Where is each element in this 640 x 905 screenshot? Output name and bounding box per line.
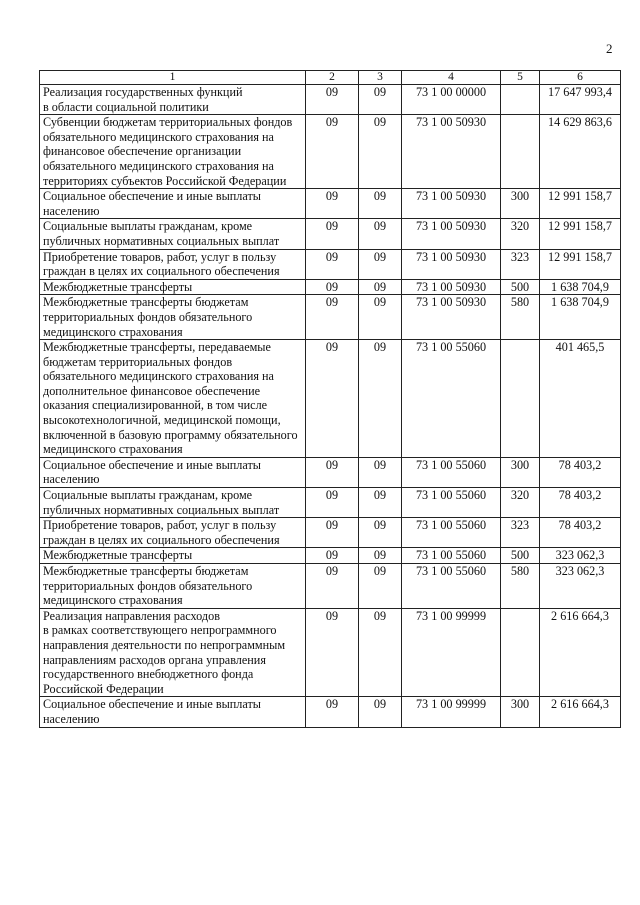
table-row (40, 548, 621, 564)
expense-type-cell: 323 (501, 249, 540, 279)
column-header-5: 5 (501, 71, 540, 85)
column-header-1: 1 (40, 71, 306, 85)
expense-type-cell (501, 85, 540, 115)
budget-table (39, 70, 621, 728)
amount-cell: 1 638 704,9 (540, 279, 621, 295)
row-name-cell: Социальные выплаты гражданам, кроме публичных нормативных социальных выплат (40, 219, 306, 249)
section-code-cell: 09 (306, 189, 359, 219)
page-number: 2 (606, 41, 613, 56)
table-row (40, 608, 621, 697)
amount-cell: 2 616 664,3 (540, 697, 621, 727)
row-name-cell: Межбюджетные трансферты (40, 548, 306, 564)
expense-type-cell: 500 (501, 548, 540, 564)
amount-cell: 2 616 664,3 (540, 608, 621, 697)
row-name-cell: Межбюджетные трансферты бюджетам территориальных фондов обязательного медицинского страхования (40, 295, 306, 340)
table-row (40, 295, 621, 340)
amount-cell: 323 062,3 (540, 564, 621, 609)
target-item-cell: 73 1 00 55060 (402, 518, 501, 548)
row-name-cell: Реализация государственных функций в области социальной политики (40, 85, 306, 115)
section-code-cell: 09 (306, 608, 359, 697)
amount-cell: 78 403,2 (540, 457, 621, 487)
expense-type-cell: 580 (501, 295, 540, 340)
table-row (40, 457, 621, 487)
subsection-code-cell: 09 (359, 85, 402, 115)
expense-type-cell (501, 115, 540, 189)
subsection-code-cell: 09 (359, 488, 402, 518)
target-item-cell: 73 1 00 50930 (402, 295, 501, 340)
table-row (40, 697, 621, 727)
table-row (40, 189, 621, 219)
subsection-code-cell: 09 (359, 518, 402, 548)
row-name-cell: Субвенции бюджетам территориальных фондов обязательного медицинского страхования на финансовое обеспечение организации обязательного медицинского страхования на территориях субъектов Российской Федерации (40, 115, 306, 189)
section-code-cell: 09 (306, 457, 359, 487)
target-item-cell: 73 1 00 99999 (402, 697, 501, 727)
section-code-cell: 09 (306, 279, 359, 295)
row-name-cell: Межбюджетные трансферты (40, 279, 306, 295)
row-name-cell: Межбюджетные трансферты бюджетам территориальных фондов обязательного медицинского страхования (40, 564, 306, 609)
subsection-code-cell: 09 (359, 548, 402, 564)
header-row (40, 71, 621, 85)
subsection-code-cell: 09 (359, 189, 402, 219)
row-name-cell: Межбюджетные трансферты, передаваемые бюджетам территориальных фондов обязательного медицинского страхования на дополнительное финансовое обеспечение оказания специализированной, в том числе высокотехнологичной, медицинской помощи, включенной в базовую программу обязательного медицинского страхования (40, 340, 306, 458)
subsection-code-cell: 09 (359, 219, 402, 249)
row-name-cell: Реализация направления расходов в рамках соответствующего непрограммного направления деятельности по непрограммным направлениям расходов органа управления государственного внебюджетного фонда Российской Федерации (40, 608, 306, 697)
table-body (40, 85, 621, 728)
row-name-cell: Приобретение товаров, работ, услуг в пользу граждан в целях их социального обеспечения (40, 518, 306, 548)
amount-cell: 323 062,3 (540, 548, 621, 564)
amount-cell: 12 991 158,7 (540, 219, 621, 249)
target-item-cell: 73 1 00 55060 (402, 457, 501, 487)
subsection-code-cell: 09 (359, 564, 402, 609)
target-item-cell: 73 1 00 55060 (402, 548, 501, 564)
table-row (40, 279, 621, 295)
subsection-code-cell: 09 (359, 249, 402, 279)
table-row (40, 340, 621, 458)
column-header-3: 3 (359, 71, 402, 85)
expense-type-cell: 500 (501, 279, 540, 295)
row-name-cell: Приобретение товаров, работ, услуг в пользу граждан в целях их социального обеспечения (40, 249, 306, 279)
expense-type-cell (501, 608, 540, 697)
section-code-cell: 09 (306, 115, 359, 189)
amount-cell: 12 991 158,7 (540, 189, 621, 219)
expense-type-cell (501, 340, 540, 458)
table-row (40, 219, 621, 249)
target-item-cell: 73 1 00 55060 (402, 564, 501, 609)
target-item-cell: 73 1 00 50930 (402, 115, 501, 189)
section-code-cell: 09 (306, 219, 359, 249)
subsection-code-cell: 09 (359, 115, 402, 189)
target-item-cell: 73 1 00 00000 (402, 85, 501, 115)
expense-type-cell: 323 (501, 518, 540, 548)
amount-cell: 12 991 158,7 (540, 249, 621, 279)
table-row (40, 249, 621, 279)
amount-cell: 1 638 704,9 (540, 295, 621, 340)
amount-cell: 78 403,2 (540, 518, 621, 548)
expense-type-cell: 300 (501, 697, 540, 727)
row-name-cell: Социальное обеспечение и иные выплаты населению (40, 697, 306, 727)
row-name-cell: Социальное обеспечение и иные выплаты населению (40, 189, 306, 219)
expense-type-cell: 580 (501, 564, 540, 609)
section-code-cell: 09 (306, 564, 359, 609)
section-code-cell: 09 (306, 340, 359, 458)
row-name-cell: Социальные выплаты гражданам, кроме публичных нормативных социальных выплат (40, 488, 306, 518)
target-item-cell: 73 1 00 99999 (402, 608, 501, 697)
subsection-code-cell: 09 (359, 608, 402, 697)
table-row (40, 518, 621, 548)
table-row (40, 488, 621, 518)
amount-cell: 401 465,5 (540, 340, 621, 458)
amount-cell: 14 629 863,6 (540, 115, 621, 189)
section-code-cell: 09 (306, 548, 359, 564)
target-item-cell: 73 1 00 50930 (402, 279, 501, 295)
subsection-code-cell: 09 (359, 697, 402, 727)
expense-type-cell: 300 (501, 189, 540, 219)
section-code-cell: 09 (306, 697, 359, 727)
subsection-code-cell: 09 (359, 279, 402, 295)
target-item-cell: 73 1 00 50930 (402, 219, 501, 249)
section-code-cell: 09 (306, 518, 359, 548)
amount-cell: 78 403,2 (540, 488, 621, 518)
target-item-cell: 73 1 00 50930 (402, 249, 501, 279)
table-row (40, 85, 621, 115)
section-code-cell: 09 (306, 295, 359, 340)
table-header (40, 71, 621, 85)
section-code-cell: 09 (306, 488, 359, 518)
amount-cell: 17 647 993,4 (540, 85, 621, 115)
section-code-cell: 09 (306, 85, 359, 115)
expense-type-cell: 320 (501, 488, 540, 518)
table-row (40, 564, 621, 609)
expense-type-cell: 320 (501, 219, 540, 249)
section-code-cell: 09 (306, 249, 359, 279)
column-header-6: 6 (540, 71, 621, 85)
target-item-cell: 73 1 00 50930 (402, 189, 501, 219)
target-item-cell: 73 1 00 55060 (402, 488, 501, 518)
column-header-4: 4 (402, 71, 501, 85)
expense-type-cell: 300 (501, 457, 540, 487)
target-item-cell: 73 1 00 55060 (402, 340, 501, 458)
subsection-code-cell: 09 (359, 340, 402, 458)
table-row (40, 115, 621, 189)
row-name-cell: Социальное обеспечение и иные выплаты населению (40, 457, 306, 487)
column-header-2: 2 (306, 71, 359, 85)
subsection-code-cell: 09 (359, 295, 402, 340)
subsection-code-cell: 09 (359, 457, 402, 487)
